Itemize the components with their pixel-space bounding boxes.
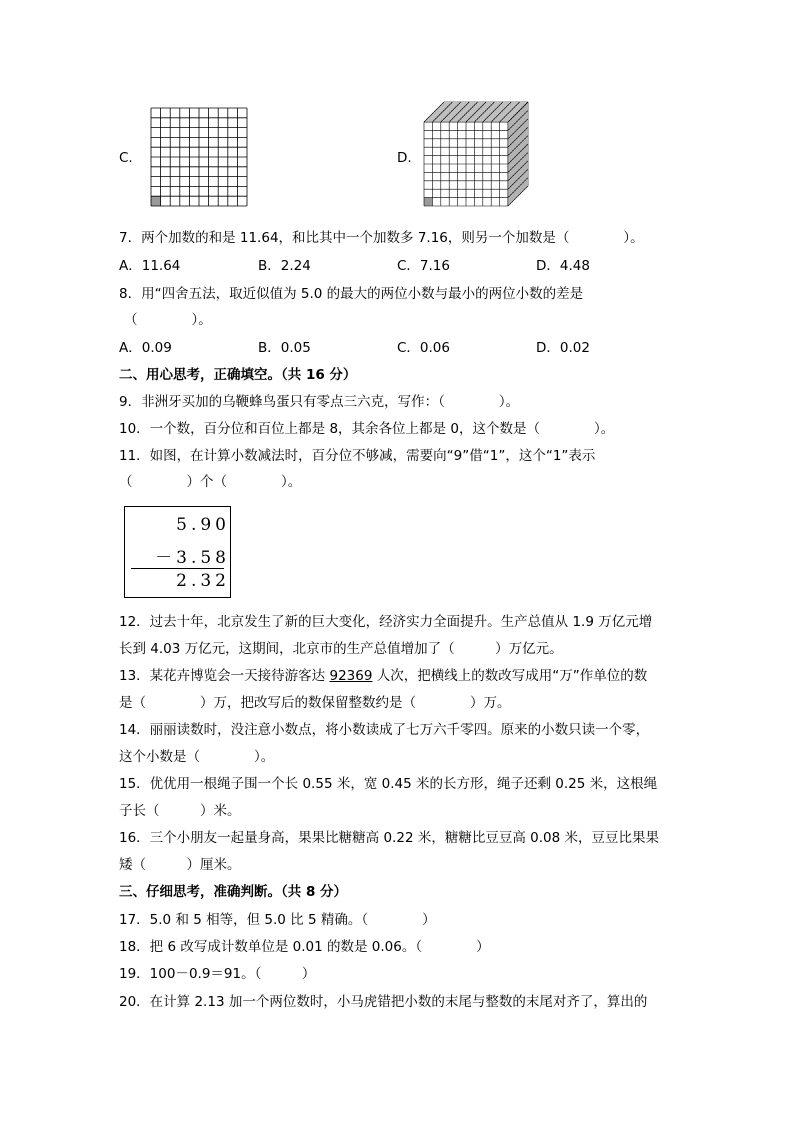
q8-option-d[interactable]: D．0.02 (536, 340, 590, 356)
shaded-cell (151, 196, 161, 206)
thousand-cube-figure (422, 100, 544, 210)
question-14-cont: 这个小数是（ ）。 (119, 749, 275, 765)
question-18: 18．把 6 改写成计数单位是 0.01 的数是 0.06。（ ） (119, 939, 490, 955)
difference: 2.32 (176, 571, 230, 591)
question-19: 19．100－0.9＝91。（ ） (119, 966, 316, 982)
question-8: 8．用“四舍五法，取近似值为 5.0 的最大的两位小数与最小的两位小数的差是 (119, 286, 584, 302)
q7-option-c[interactable]: C．7.16 (397, 258, 450, 274)
question-17: 17．5.0 和 5 相等，但 5.0 比 5 精确。（ ） (119, 912, 436, 928)
question-13-cont: 是（ ）万，把改写后的数保留整数约是（ ）万。 (119, 695, 511, 711)
option-c-label: C. (119, 150, 133, 166)
q8-option-c[interactable]: C．0.06 (397, 340, 450, 356)
shaded-cube (424, 198, 432, 206)
question-16: 16．三个小朋友一起量身高，果果比糖糖高 0.22 米，糖糖比豆豆高 0.08 米，豆豆比果果 (119, 830, 659, 846)
question-20: 20．在计算 2.13 加一个两位数时，小马虎错把小数的末尾与整数的末尾对齐了，算出的 (119, 994, 648, 1010)
section-3-heading: 三、仔细思考，准确判断。（共 8 分） (119, 884, 348, 900)
question-9: 9．非洲牙买加的乌鞭蜂鸟蛋只有零点三六克，写作：（ ）。 (119, 394, 520, 410)
q8-option-b[interactable]: B．0.05 (258, 340, 311, 356)
q13-post: 人次，把横线上的数改写成用“万”作单位的数 (372, 668, 648, 684)
option-d-label: D. (397, 150, 412, 166)
hundred-grid-figure (150, 107, 248, 207)
q8-option-a[interactable]: A．0.09 (119, 340, 172, 356)
question-10: 10．一个数，百分位和百位上都是 8，其余各位上都是 0，这个数是（ ）。 (119, 421, 615, 437)
q7-option-b[interactable]: B．2.24 (258, 258, 311, 274)
subtraction-rule (131, 568, 224, 569)
question-8-blank: （ ）。 (124, 312, 212, 328)
q13-number: 92369 (329, 668, 373, 684)
q7-option-d[interactable]: D．4.48 (536, 258, 590, 274)
question-11: 11．如图，在计算小数减法时，百分位不够减，需要向“9”借“1”，这个“1”表示 (119, 448, 596, 464)
q7-option-a[interactable]: A．11.64 (119, 258, 181, 274)
question-13 (119, 667, 647, 685)
section-2-heading: 二、用心思考，正确填空。（共 16 分） (119, 367, 357, 383)
question-14: 14．丽丽读数时，没注意小数点，将小数读成了七万六千零四。原来的小数只读一个零， (119, 722, 650, 738)
question-12: 12．过去十年，北京发生了新的巨大变化，经济实力全面提升。生产总值从 1.9 万亿元增 (119, 614, 653, 630)
subtraction-figure (124, 506, 231, 598)
question-12-cont: 长到 4.03 万亿元，这期间，北京市的生产总值增加了（ ）万亿元。 (119, 641, 563, 657)
question-11-blanks: （ ）个（ ）。 (119, 474, 302, 490)
question-7: 7．两个加数的和是 11.64，和比其中一个加数多 7.16，则另一个加数是（ ）。 (119, 230, 644, 246)
question-15: 15．优优用一根绳子围一个长 0.55 米，宽 0.45 米的长方形，绳子还剩 0.25 米，这根绳 (119, 776, 658, 792)
question-15-cont: 子长（ ）米。 (119, 803, 241, 819)
q13-pre: 13．某花卉博览会一天接待游客达 (119, 668, 330, 684)
minuend: 5.90 (176, 515, 230, 535)
question-16-cont: 矮（ ）厘米。 (119, 857, 241, 873)
subtrahend: －3.58 (155, 548, 230, 568)
